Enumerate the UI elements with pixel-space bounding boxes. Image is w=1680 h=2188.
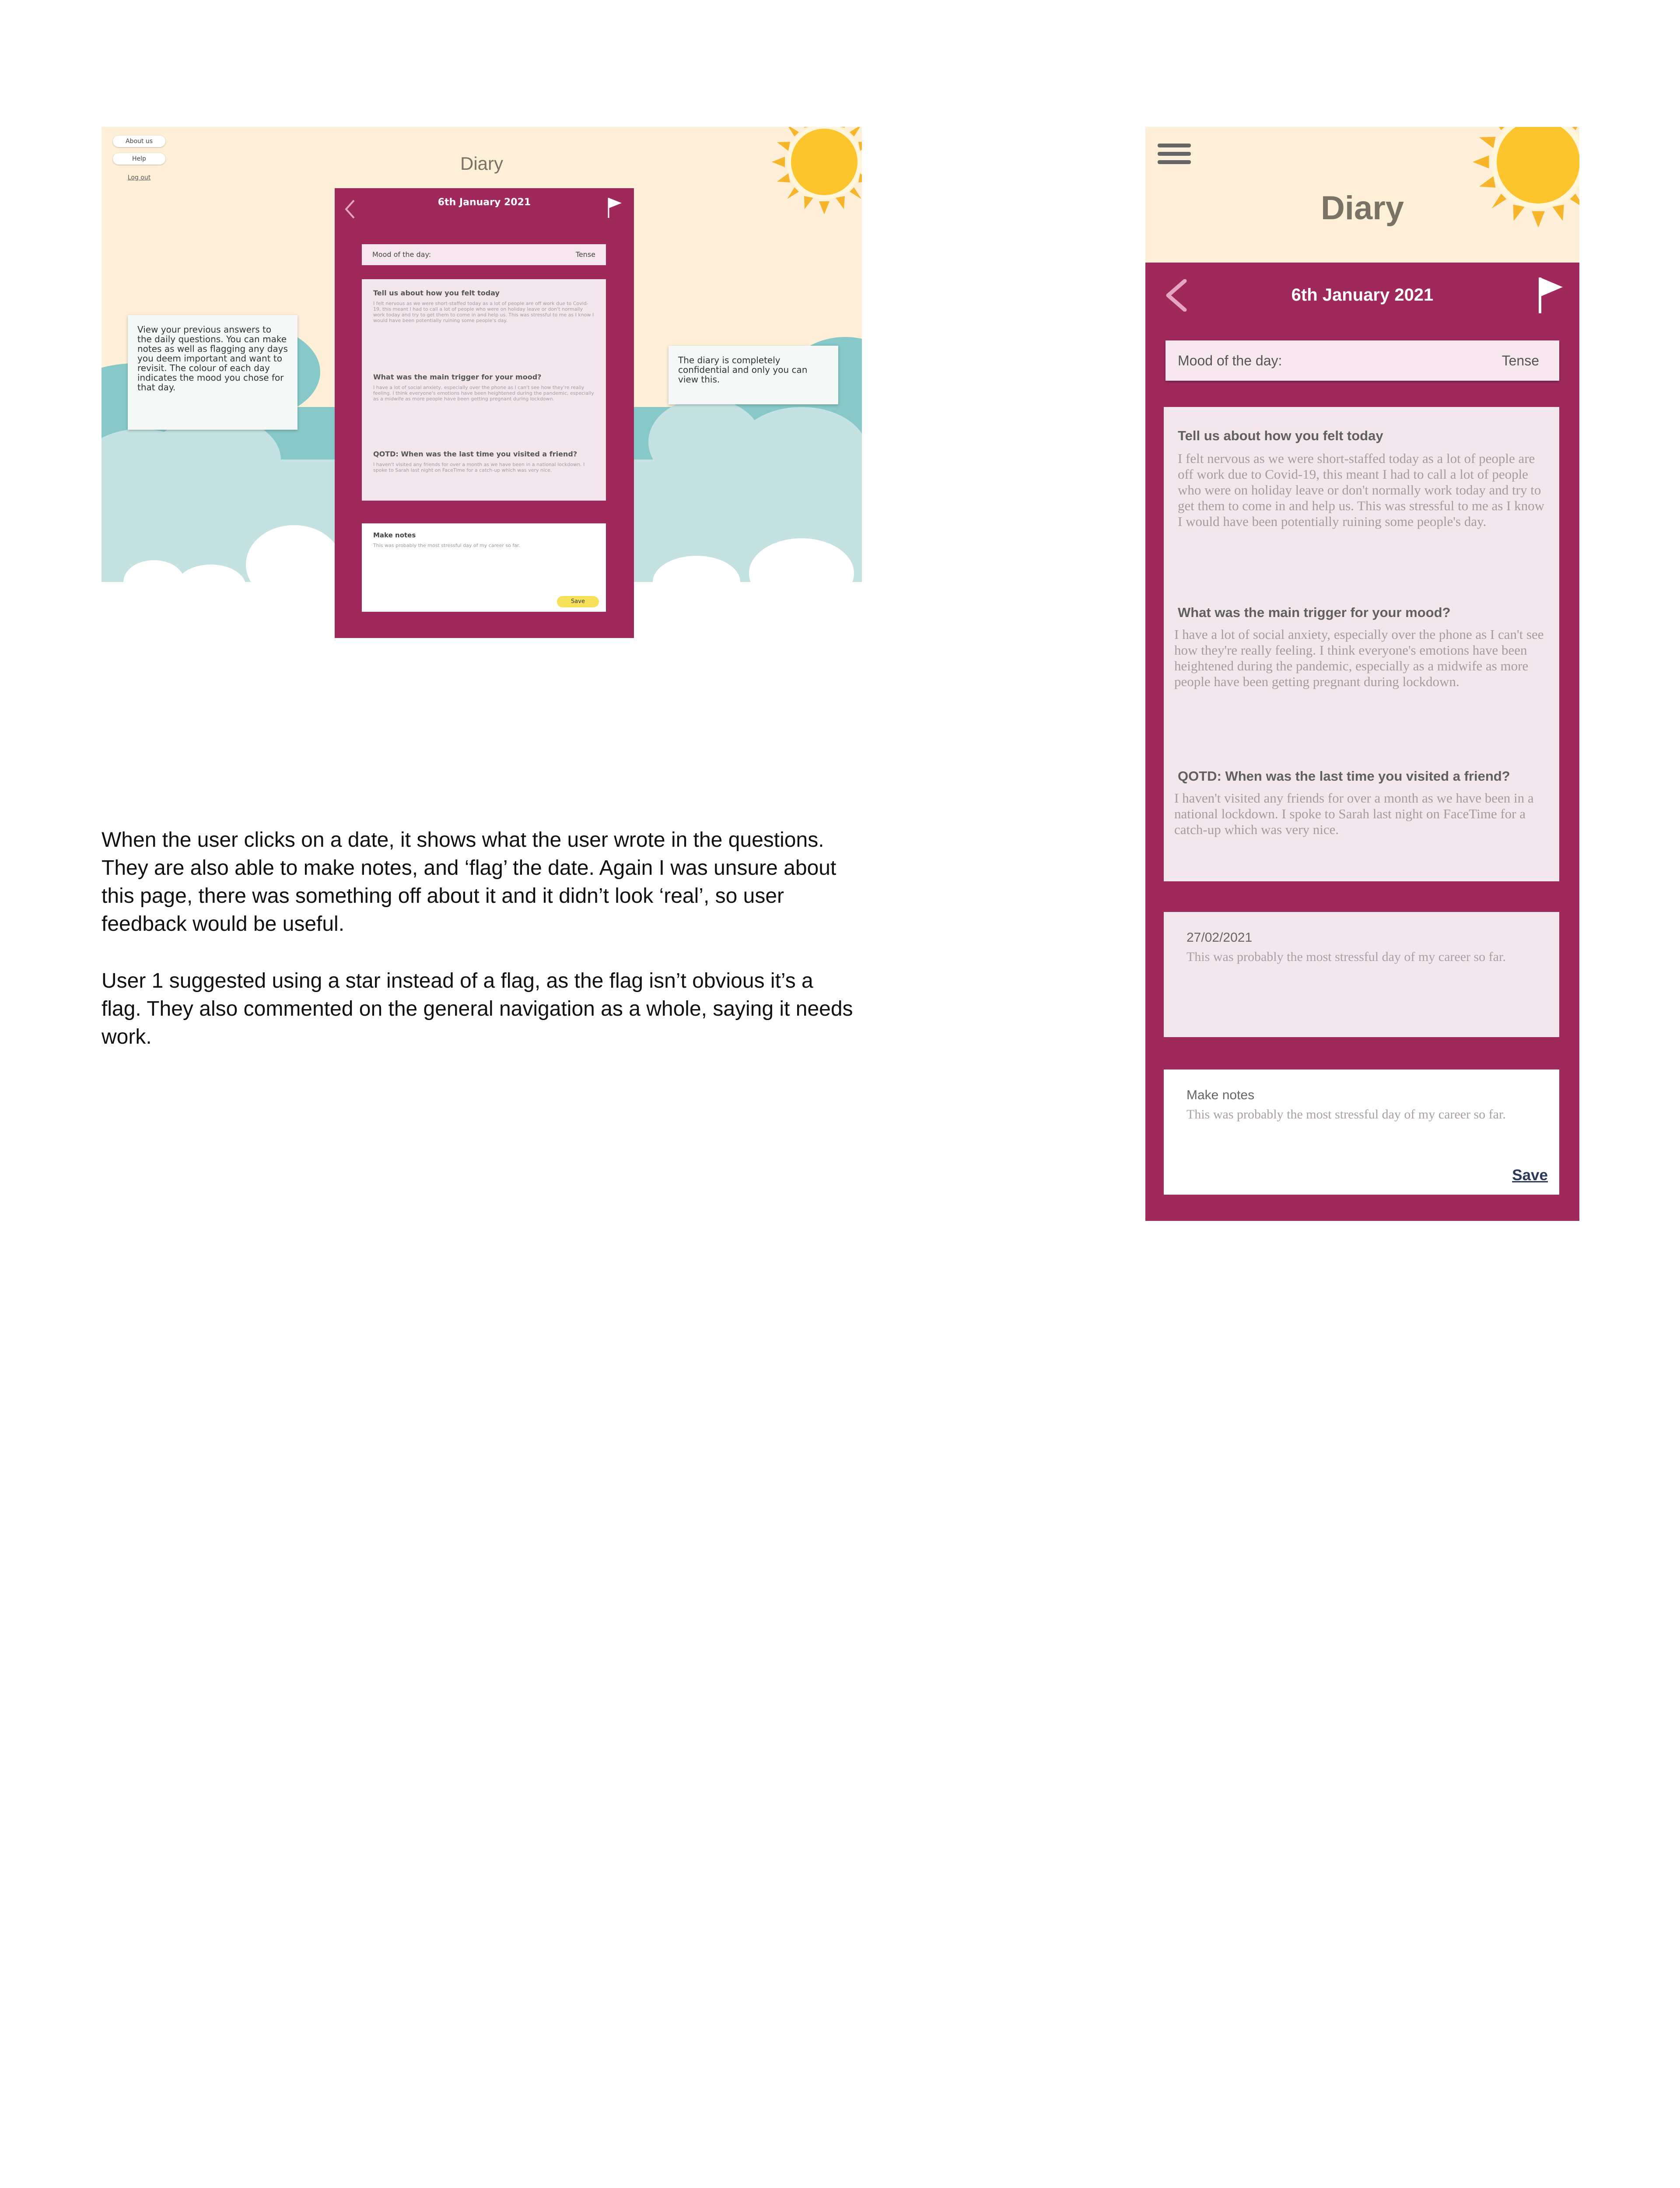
- saved-note-date: 27/02/2021: [1186, 930, 1253, 945]
- help-button[interactable]: Help: [113, 153, 165, 165]
- mobile-header: [1145, 127, 1579, 263]
- save-button[interactable]: Save: [557, 596, 599, 607]
- notes-label: Make notes: [1186, 1088, 1255, 1102]
- feedback-paragraph: User 1 suggested using a star instead of a flag, as the flag isn’t obvious it’s a flag. They also commented on the general navigation as a whole, saying it needs work.: [102, 969, 853, 1048]
- flag-icon[interactable]: [607, 197, 623, 219]
- info-callout-left: View your previous answers to the daily questions. You can make notes as well as flagging any days you deem important and want to revisit. The colour of each day indicates the mood you chose for that day.: [128, 315, 298, 430]
- question-block: [373, 289, 595, 323]
- notes-text[interactable]: This was probably the most stressful day of my career so far.: [1186, 1107, 1506, 1122]
- question-answer: I felt nervous as we were short-staffed today as a lot of people are off work due to Covid-19, this meant I had to call a lot of people who were on holiday leave or don't normally work today and try to get them to come in and help us. This was stressful to me as I know I would have been potentially ruining some people's day.: [373, 301, 594, 323]
- answers-card: [1164, 407, 1559, 881]
- page-title: Diary: [460, 153, 503, 174]
- question-title: QOTD: When was the last time you visited a friend?: [1178, 768, 1510, 784]
- mood-label: Mood of the day:: [1178, 353, 1282, 368]
- question-title: What was the main trigger for your mood?: [373, 373, 542, 381]
- mood-row: [362, 244, 606, 265]
- question-title: Tell us about how you felt today: [1178, 428, 1383, 443]
- question-title: Tell us about how you felt today: [373, 289, 500, 297]
- hamburger-menu-icon[interactable]: [1158, 143, 1191, 165]
- about-us-button[interactable]: About us: [113, 136, 165, 147]
- mood-value: Tense: [1502, 353, 1539, 368]
- info-callout-right: The diary is completely confidential and only you can view this.: [668, 346, 838, 404]
- diary-entry-panel: [335, 188, 634, 638]
- save-button[interactable]: Save: [1512, 1167, 1548, 1184]
- question-answer: I have a lot of social anxiety, especially over the phone as I can't see how they're really feeling. I think everyone's emotions have been heightened during the pandemic, especially as a midwife as more people have been getting pregnant during lockdown.: [373, 385, 594, 402]
- notes-card[interactable]: [1164, 1069, 1559, 1195]
- question-title: QOTD: When was the last time you visited a friend?: [373, 450, 578, 458]
- notes-label: Make notes: [373, 531, 416, 539]
- desktop-diary-screenshot: [102, 127, 862, 638]
- mood-value: Tense: [575, 250, 595, 259]
- mood-row: [1166, 340, 1559, 381]
- question-block: [373, 450, 595, 473]
- saved-note-text: This was probably the most stressful day of my career so far.: [1186, 950, 1506, 964]
- question-answer: I felt nervous as we were short-staffed today as a lot of people are off work due to Covid-19, this meant I had to call a lot of people who were on holiday leave or don't normally work today and try to get them to come in and help us. This was stressful to me as I know I would have been potentially ruining some people's day.: [1178, 451, 1545, 529]
- answers-card: [362, 279, 606, 501]
- question-answer: I haven't visited any friends for over a month as we have been in a national lockdown. I spoke to Sarah last night on FaceTime for a catch-up which was very nice.: [373, 462, 585, 473]
- saved-note-card: [1164, 912, 1559, 1037]
- page-title: Diary: [1320, 189, 1404, 227]
- question-title: What was the main trigger for your mood?: [1178, 605, 1451, 620]
- question-answer: I have a lot of social anxiety, especially over the phone as I can't see how they're really feeling. I think everyone's emotions have been heightened during the pandemic, especially as a midwife as more people have been getting pregnant during lockdown.: [1174, 627, 1544, 689]
- logout-link[interactable]: Log out: [127, 174, 151, 181]
- entry-date: 6th January 2021: [438, 197, 531, 208]
- description-paragraph: When the user clicks on a date, it shows what the user wrote in the questions. They are also able to make notes, and ‘flag’ the date. Again I was unsure about this page, there was something off about it and it didn’t look ‘real’, so user feedback would be useful.: [102, 828, 836, 936]
- flag-icon[interactable]: [1537, 276, 1565, 315]
- question-answer: I haven't visited any friends for over a month as we have been in a national lockdown. I spoke to Sarah last night on FaceTime for a catch-up which was very nice.: [1174, 790, 1534, 837]
- entry-date: 6th January 2021: [1291, 285, 1434, 305]
- mood-label: Mood of the day:: [372, 250, 431, 259]
- question-block: [373, 373, 595, 402]
- notes-card[interactable]: [362, 523, 606, 612]
- notes-text[interactable]: This was probably the most stressful day of my career so far.: [373, 543, 520, 548]
- mobile-diary-screenshot: [1145, 127, 1579, 1221]
